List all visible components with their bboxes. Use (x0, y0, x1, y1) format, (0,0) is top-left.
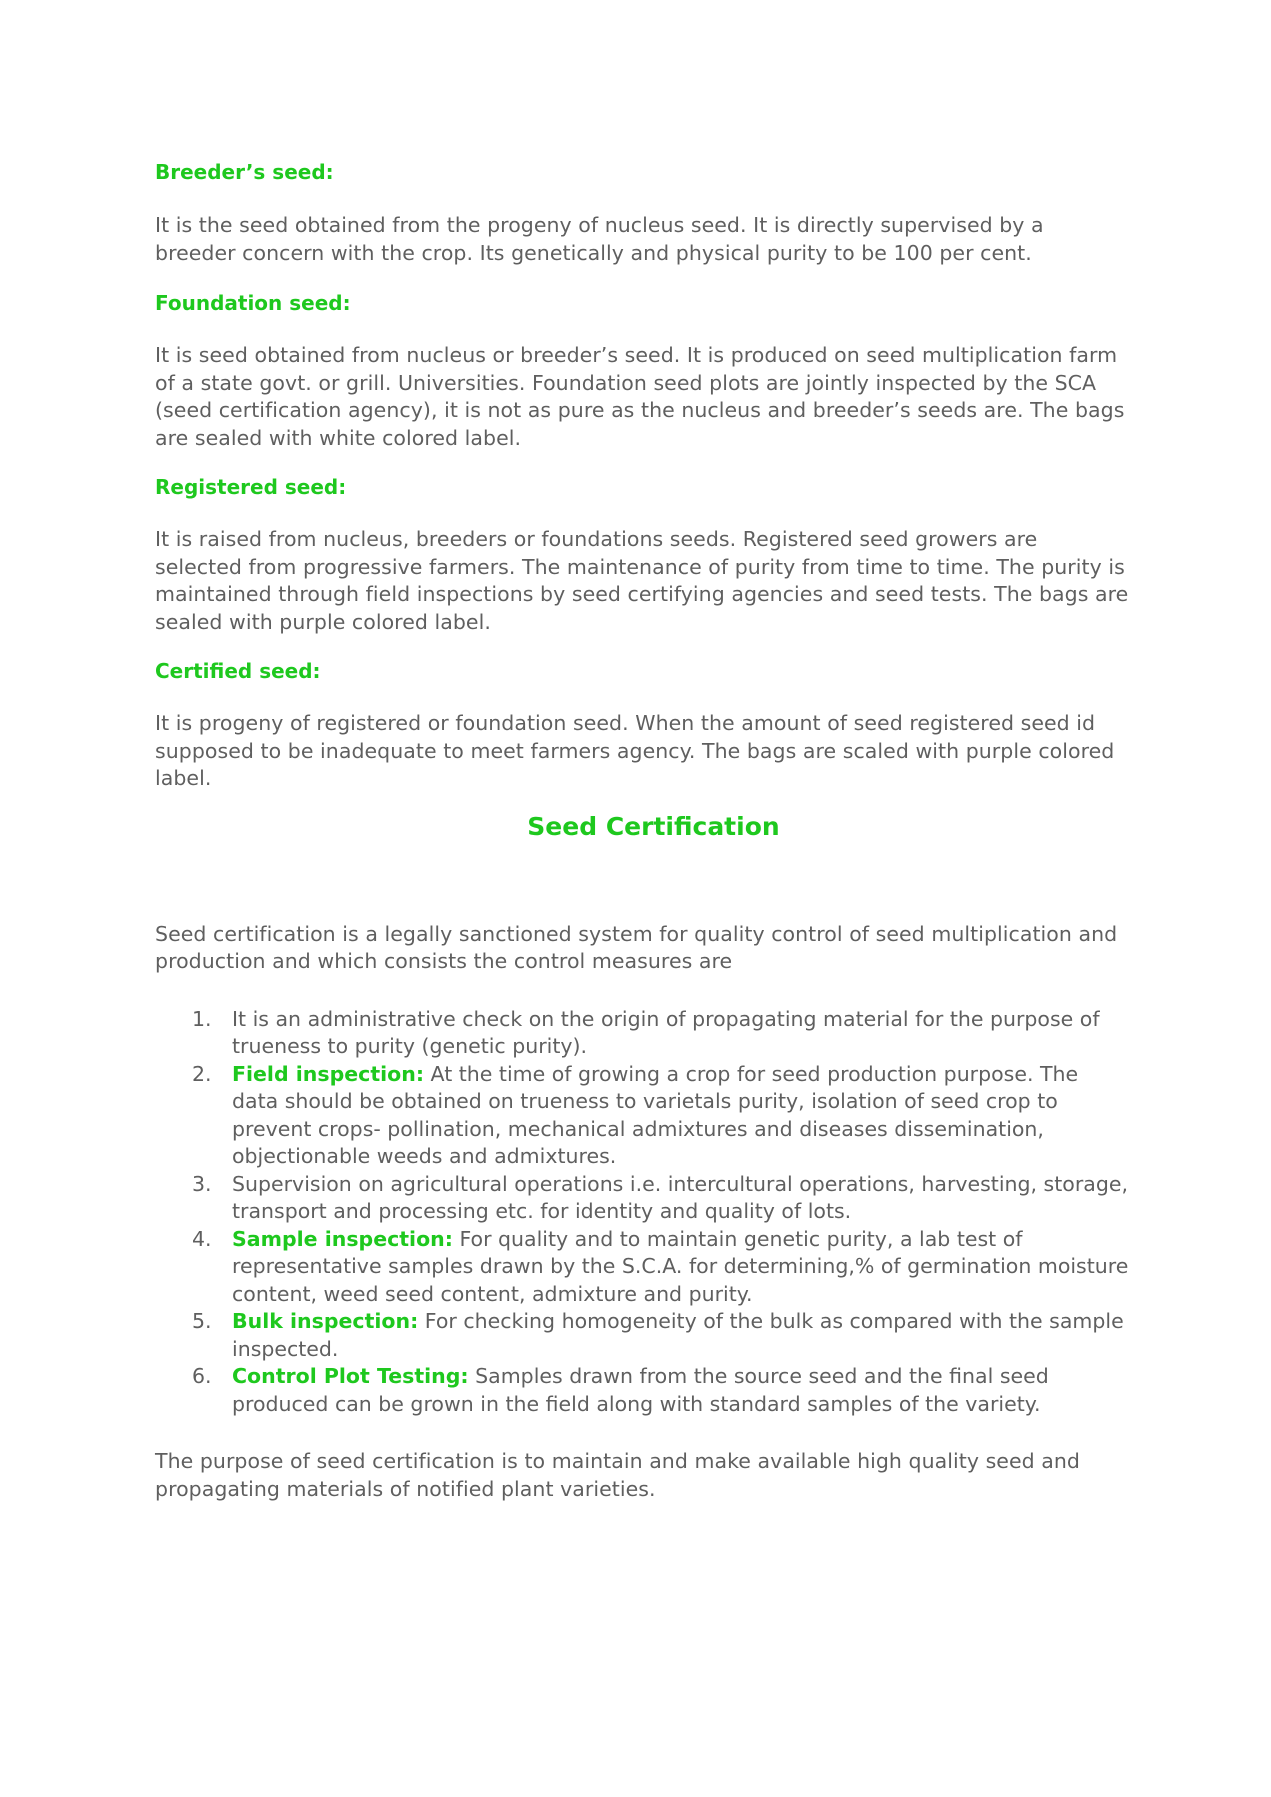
list-item-number: 5. (192, 1309, 212, 1333)
section-paragraph: It is raised from nucleus, breeders or foundations seeds. Registered seed growers are selected from progressive farmers. The maintenance of purity from time to time. The purity is maintained through field inspections by seed certifying agencies and seed tests. The bags are sealed with purple colored label. (155, 527, 1129, 634)
section-heading: Breeder’s seed: (155, 160, 334, 184)
control-measures-list (155, 1006, 1130, 1419)
list-item-number: 1. (192, 1006, 212, 1031)
seed-class-breeder (155, 154, 1130, 267)
section-title: Seed Certification (527, 811, 780, 841)
list-item (155, 1226, 1130, 1309)
list-item-text: It is an administrative check on the origin of propagating material for the purpose of trueness to purity (genetic purity). (232, 1006, 1100, 1058)
section-heading: Foundation seed: (155, 291, 351, 315)
list-item (155, 1308, 1130, 1363)
list-item-label: Control Plot Testing: (232, 1364, 469, 1388)
seed-certification-section (155, 807, 1130, 1504)
list-item-text: At the time of growing a crop for seed production purpose. The data should be obtained on trueness to varietals purity, isolation of seed crop to prevent crops- pollination, mechanical admixtures and diseases dissemination, objectionable weeds and admixtures. (232, 1061, 1079, 1168)
list-item (155, 1006, 1130, 1061)
seed-class-foundation (155, 285, 1130, 452)
list-item (155, 1171, 1130, 1226)
list-item-label: Bulk inspection: (232, 1309, 419, 1333)
list-item (155, 1061, 1130, 1171)
list-item-text: For quality and to maintain genetic purity, a lab test of representative samples drawn by the S.C.A. for determining,% of germination moisture content, weed seed content, admixture and purity. (232, 1226, 1129, 1306)
list-item-text: Supervision on agricultural operations i.e. intercultural operations, harvesting, storage, transport and processing etc. for identity and quality of lots. (232, 1171, 1128, 1223)
section-paragraph: It is seed obtained from nucleus or breeder’s seed. It is produced on seed multiplication farm of a state govt. or grill. Universities. Foundation seed plots are jointly inspected by the SCA (seed certification agency), it is not as pure as the nucleus and breeder’s seeds are. The bags are sealed with white colored label. (155, 343, 1125, 450)
list-item-label: Sample inspection: (232, 1226, 453, 1251)
list-item-number: 2. (192, 1061, 212, 1086)
list-item-number: 4. (192, 1226, 212, 1251)
section-paragraph: It is the seed obtained from the progeny of nucleus seed. It is directly supervised by a breeder concern with the crop. Its genetically and physical purity to be 100 per cent. (155, 213, 1044, 265)
section-heading: Registered seed: (155, 475, 347, 499)
purpose-paragraph: The purpose of seed certification is to maintain and make available high quality seed and propagating materials of notified plant varieties. (155, 1449, 1080, 1501)
seed-class-certified (155, 653, 1130, 793)
list-item-number: 3. (192, 1171, 212, 1196)
document-page (155, 150, 1130, 1503)
list-item-text: For checking homogeneity of the bulk as compared with the sample inspected. (232, 1309, 1124, 1361)
section-heading: Certified seed: (155, 659, 321, 683)
list-item-text: Samples drawn from the source seed and the final seed produced can be grown in the field along with standard samples of the variety. (232, 1364, 1049, 1416)
list-item (155, 1363, 1130, 1418)
list-item-label: Field inspection: (232, 1061, 425, 1086)
section-paragraph: It is progeny of registered or foundation seed. When the amount of seed registered seed id supposed to be inadequate to meet farmers agency. The bags are scaled with purple colored label. (155, 711, 1115, 790)
seed-class-registered (155, 469, 1130, 636)
list-item-number: 6. (192, 1364, 212, 1388)
intro-paragraph: Seed certification is a legally sanctioned system for quality control of seed multiplication and production and which consists the control measures are (155, 921, 1118, 973)
